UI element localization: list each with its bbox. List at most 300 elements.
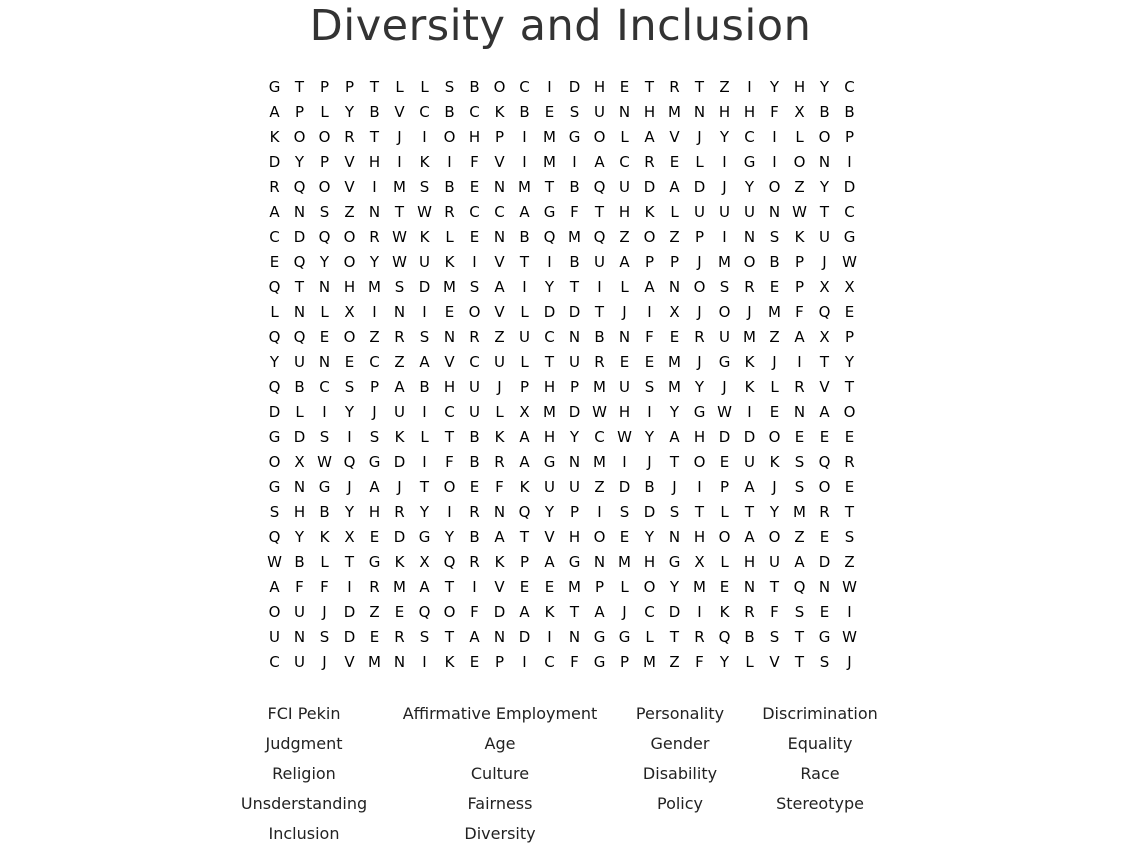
grid-letter: T	[644, 78, 655, 96]
grid-letter: H	[343, 278, 356, 296]
word-list-item: Age	[484, 734, 516, 753]
grid-letter: I	[347, 428, 352, 446]
grid-letter: E	[369, 528, 380, 546]
grid-letter: K	[444, 653, 455, 671]
grid-letter: V	[444, 353, 455, 371]
grid-letter: H	[643, 553, 656, 571]
grid-letter: N	[393, 303, 406, 321]
grid-letter: Q	[593, 178, 606, 196]
grid-letter: T	[294, 278, 305, 296]
grid-letter: P	[644, 253, 655, 271]
grid-letter: H	[368, 153, 381, 171]
grid-letter: B	[744, 628, 755, 646]
grid-letter: F	[770, 103, 779, 121]
grid-letter: I	[797, 353, 802, 371]
grid-letter: M	[718, 253, 731, 271]
grid-letter: R	[394, 503, 405, 521]
grid-letter: S	[319, 428, 330, 446]
grid-letter: T	[594, 303, 605, 321]
grid-letter: E	[819, 603, 830, 621]
grid-letter: Y	[294, 528, 305, 546]
grid-letter: J	[322, 603, 327, 621]
grid-letter: U	[469, 378, 480, 396]
grid-letter: U	[269, 628, 280, 646]
grid-letter: L	[720, 553, 729, 571]
grid-letter: D	[718, 428, 731, 446]
letter-grid	[262, 75, 862, 675]
grid-letter: O	[693, 278, 706, 296]
grid-letter: L	[420, 428, 429, 446]
grid-letter: P	[619, 653, 630, 671]
grid-letter: M	[518, 178, 531, 196]
grid-letter: O	[443, 128, 456, 146]
grid-letter: Z	[344, 203, 355, 221]
grid-letter: V	[344, 153, 355, 171]
grid-letter: Y	[769, 503, 780, 521]
grid-row	[262, 325, 862, 350]
grid-letter: H	[643, 103, 656, 121]
grid-letter: Y	[669, 578, 680, 596]
grid-letter: V	[494, 578, 505, 596]
grid-letter: W	[417, 203, 432, 221]
grid-letter: F	[645, 328, 654, 346]
grid-letter: O	[818, 478, 831, 496]
grid-letter: Y	[269, 353, 280, 371]
grid-letter: D	[393, 453, 406, 471]
grid-letter: D	[393, 528, 406, 546]
grid-letter: N	[443, 328, 456, 346]
grid-letter: N	[493, 628, 506, 646]
grid-letter: H	[618, 203, 631, 221]
grid-letter: E	[619, 353, 630, 371]
grid-letter: O	[293, 128, 306, 146]
grid-letter: Q	[268, 278, 281, 296]
grid-letter: H	[718, 103, 731, 121]
grid-letter: E	[469, 653, 480, 671]
grid-letter: O	[318, 178, 331, 196]
grid-letter: E	[344, 353, 355, 371]
grid-letter: X	[794, 103, 805, 121]
grid-letter: S	[794, 453, 805, 471]
grid-letter: P	[694, 228, 705, 246]
grid-letter: K	[394, 428, 405, 446]
grid-letter: A	[744, 528, 755, 546]
grid-letter: S	[719, 278, 730, 296]
grid-letter: S	[444, 78, 455, 96]
grid-letter: R	[469, 553, 480, 571]
grid-letter: D	[568, 78, 581, 96]
grid-letter: G	[593, 653, 606, 671]
grid-letter: K	[394, 553, 405, 571]
grid-letter: J	[372, 403, 377, 421]
grid-letter: K	[769, 453, 780, 471]
grid-letter: D	[643, 503, 656, 521]
grid-letter: L	[320, 553, 329, 571]
grid-letter: Z	[719, 78, 730, 96]
grid-letter: T	[844, 503, 855, 521]
grid-letter: T	[519, 253, 530, 271]
word-list-item: Race	[800, 764, 840, 783]
grid-letter: D	[268, 403, 281, 421]
grid-letter: A	[519, 453, 530, 471]
grid-letter: X	[844, 278, 855, 296]
grid-letter: Z	[669, 653, 680, 671]
grid-letter: Y	[694, 378, 705, 396]
grid-letter: R	[369, 228, 380, 246]
grid-letter: P	[844, 128, 855, 146]
grid-letter: N	[568, 628, 581, 646]
word-list-item: Policy	[656, 794, 704, 813]
grid-letter: R	[469, 328, 480, 346]
grid-letter: E	[444, 303, 455, 321]
grid-letter: O	[793, 153, 806, 171]
grid-letter: K	[494, 103, 505, 121]
grid-letter: M	[668, 378, 681, 396]
grid-letter: D	[293, 428, 306, 446]
grid-letter: O	[443, 478, 456, 496]
grid-letter: V	[344, 653, 355, 671]
grid-letter: Y	[319, 253, 330, 271]
grid-letter: H	[293, 503, 306, 521]
grid-letter: G	[543, 453, 556, 471]
grid-letter: T	[444, 578, 455, 596]
grid-letter: I	[522, 153, 527, 171]
grid-letter: J	[322, 653, 327, 671]
grid-letter: P	[794, 253, 805, 271]
grid-letter: U	[519, 328, 530, 346]
grid-letter: C	[419, 103, 430, 121]
grid-letter: M	[443, 278, 456, 296]
grid-letter: A	[644, 278, 655, 296]
grid-letter: F	[470, 153, 479, 171]
grid-letter: U	[294, 653, 305, 671]
grid-letter: I	[422, 653, 427, 671]
grid-letter: I	[772, 153, 777, 171]
grid-letter: G	[843, 228, 856, 246]
grid-letter: V	[669, 128, 680, 146]
grid-letter: K	[269, 128, 280, 146]
grid-letter: P	[369, 378, 380, 396]
grid-letter: O	[718, 303, 731, 321]
grid-letter: A	[544, 553, 555, 571]
grid-letter: N	[618, 103, 631, 121]
grid-letter: J	[697, 303, 702, 321]
grid-letter: O	[818, 128, 831, 146]
grid-letter: A	[519, 428, 530, 446]
grid-letter: G	[543, 203, 556, 221]
grid-letter: W	[392, 228, 407, 246]
grid-letter: G	[268, 78, 281, 96]
grid-letter: T	[669, 453, 680, 471]
grid-letter: O	[343, 228, 356, 246]
grid-letter: B	[569, 178, 580, 196]
grid-letter: P	[669, 253, 680, 271]
grid-letter: H	[543, 378, 556, 396]
grid-row	[262, 200, 862, 225]
grid-letter: B	[519, 228, 530, 246]
grid-letter: T	[544, 353, 555, 371]
grid-letter: K	[419, 228, 430, 246]
grid-letter: D	[343, 628, 356, 646]
grid-letter: C	[844, 78, 855, 96]
grid-letter: V	[819, 378, 830, 396]
grid-letter: M	[368, 278, 381, 296]
grid-letter: T	[569, 603, 580, 621]
grid-letter: E	[794, 428, 805, 446]
grid-row	[262, 600, 862, 625]
grid-letter: U	[569, 353, 580, 371]
grid-letter: C	[494, 203, 505, 221]
grid-letter: C	[469, 203, 480, 221]
grid-letter: Q	[518, 503, 531, 521]
grid-letter: I	[322, 403, 327, 421]
grid-letter: R	[669, 78, 680, 96]
grid-letter: C	[469, 103, 480, 121]
grid-letter: Q	[343, 453, 356, 471]
grid-letter: X	[519, 403, 530, 421]
grid-row	[262, 625, 862, 650]
grid-letter: I	[372, 178, 377, 196]
grid-letter: K	[644, 203, 655, 221]
grid-letter: B	[519, 103, 530, 121]
grid-letter: L	[270, 303, 279, 321]
grid-letter: Q	[268, 378, 281, 396]
grid-letter: M	[368, 653, 381, 671]
grid-row	[262, 250, 862, 275]
grid-letter: L	[720, 503, 729, 521]
grid-letter: U	[594, 253, 605, 271]
grid-letter: O	[318, 128, 331, 146]
word-list-item: Fairness	[467, 794, 533, 813]
grid-letter: F	[695, 653, 704, 671]
grid-letter: D	[843, 178, 856, 196]
grid-row	[262, 400, 862, 425]
grid-letter: S	[419, 178, 430, 196]
grid-letter: U	[594, 103, 605, 121]
grid-letter: G	[568, 553, 581, 571]
grid-letter: O	[268, 603, 281, 621]
grid-letter: T	[819, 353, 830, 371]
grid-letter: Y	[819, 178, 830, 196]
grid-letter: Q	[318, 228, 331, 246]
grid-letter: M	[393, 178, 406, 196]
grid-letter: I	[622, 453, 627, 471]
grid-row	[262, 450, 862, 475]
grid-letter: N	[318, 278, 331, 296]
grid-letter: N	[618, 328, 631, 346]
grid-letter: I	[647, 303, 652, 321]
grid-letter: S	[319, 628, 330, 646]
grid-letter: P	[519, 553, 530, 571]
grid-row	[262, 550, 862, 575]
grid-letter: L	[745, 653, 754, 671]
grid-row	[262, 425, 862, 450]
grid-letter: P	[794, 278, 805, 296]
grid-letter: I	[472, 578, 477, 596]
grid-letter: E	[719, 453, 730, 471]
word-list-item: Religion	[272, 764, 336, 783]
grid-letter: N	[743, 228, 756, 246]
grid-letter: W	[267, 553, 282, 571]
grid-letter: I	[597, 503, 602, 521]
grid-letter: I	[697, 603, 702, 621]
grid-letter: Q	[443, 553, 456, 571]
grid-letter: D	[568, 403, 581, 421]
grid-letter: Z	[769, 328, 780, 346]
grid-letter: L	[495, 403, 504, 421]
grid-letter: D	[293, 228, 306, 246]
grid-letter: F	[570, 203, 579, 221]
grid-letter: J	[722, 378, 727, 396]
grid-letter: Y	[644, 528, 655, 546]
grid-letter: P	[494, 128, 505, 146]
grid-letter: U	[619, 378, 630, 396]
grid-letter: O	[343, 253, 356, 271]
grid-letter: T	[769, 578, 780, 596]
grid-letter: N	[568, 328, 581, 346]
grid-letter: Z	[369, 603, 380, 621]
grid-letter: N	[818, 153, 831, 171]
grid-letter: M	[668, 353, 681, 371]
grid-letter: U	[294, 603, 305, 621]
grid-letter: H	[593, 78, 606, 96]
grid-letter: F	[495, 478, 504, 496]
grid-letter: L	[795, 128, 804, 146]
grid-letter: N	[818, 578, 831, 596]
grid-letter: T	[744, 503, 755, 521]
word-list-item: Inclusion	[268, 824, 340, 843]
grid-letter: B	[769, 253, 780, 271]
grid-letter: D	[518, 628, 531, 646]
grid-letter: D	[693, 178, 706, 196]
grid-letter: N	[668, 528, 681, 546]
grid-letter: Z	[494, 328, 505, 346]
grid-letter: H	[743, 553, 756, 571]
grid-letter: Q	[593, 228, 606, 246]
grid-letter: M	[793, 503, 806, 521]
grid-letter: F	[470, 603, 479, 621]
grid-letter: C	[544, 328, 555, 346]
grid-letter: P	[494, 653, 505, 671]
grid-letter: M	[543, 153, 556, 171]
grid-letter: P	[319, 78, 330, 96]
grid-letter: Z	[619, 228, 630, 246]
grid-letter: I	[722, 153, 727, 171]
grid-letter: M	[593, 378, 606, 396]
grid-letter: O	[443, 603, 456, 621]
grid-letter: J	[647, 453, 652, 471]
grid-letter: U	[719, 328, 730, 346]
grid-letter: E	[669, 153, 680, 171]
grid-letter: R	[594, 353, 605, 371]
grid-row	[262, 100, 862, 125]
grid-letter: C	[644, 603, 655, 621]
grid-letter: S	[794, 603, 805, 621]
grid-letter: A	[269, 103, 280, 121]
grid-letter: I	[572, 153, 577, 171]
grid-letter: W	[592, 403, 607, 421]
grid-letter: O	[343, 328, 356, 346]
grid-letter: Q	[268, 528, 281, 546]
grid-letter: Z	[669, 228, 680, 246]
grid-letter: A	[419, 578, 430, 596]
grid-letter: P	[569, 378, 580, 396]
grid-letter: K	[519, 478, 530, 496]
grid-letter: L	[520, 353, 529, 371]
grid-letter: I	[372, 303, 377, 321]
grid-letter: Z	[794, 178, 805, 196]
grid-letter: G	[418, 528, 431, 546]
grid-letter: N	[493, 178, 506, 196]
grid-letter: D	[418, 278, 431, 296]
grid-letter: T	[694, 503, 705, 521]
grid-letter: H	[468, 128, 481, 146]
grid-letter: Q	[293, 253, 306, 271]
grid-row	[262, 350, 862, 375]
grid-letter: G	[318, 478, 331, 496]
grid-letter: M	[643, 653, 656, 671]
grid-letter: P	[519, 378, 530, 396]
word-list-item: Judgment	[265, 734, 343, 753]
word-list-item: Discrimination	[762, 704, 878, 723]
grid-letter: G	[268, 478, 281, 496]
grid-letter: X	[694, 553, 705, 571]
grid-letter: L	[620, 128, 629, 146]
grid-letter: D	[343, 603, 356, 621]
grid-row	[262, 300, 862, 325]
grid-letter: M	[543, 403, 556, 421]
grid-letter: U	[419, 253, 430, 271]
grid-letter: R	[744, 278, 755, 296]
grid-letter: S	[619, 503, 630, 521]
grid-letter: F	[570, 653, 579, 671]
grid-letter: F	[320, 578, 329, 596]
word-list-item: Disability	[642, 764, 718, 783]
grid-letter: H	[443, 378, 456, 396]
grid-letter: M	[668, 103, 681, 121]
grid-letter: B	[419, 378, 430, 396]
grid-letter: D	[493, 603, 506, 621]
grid-letter: S	[419, 328, 430, 346]
grid-letter: R	[819, 503, 830, 521]
grid-letter: M	[568, 578, 581, 596]
grid-letter: Q	[293, 328, 306, 346]
grid-letter: K	[319, 528, 330, 546]
grid-letter: X	[344, 528, 355, 546]
grid-letter: M	[618, 553, 631, 571]
grid-letter: D	[618, 478, 631, 496]
grid-letter: D	[818, 553, 831, 571]
grid-letter: Y	[544, 503, 555, 521]
grid-letter: A	[269, 203, 280, 221]
grid-letter: I	[397, 153, 402, 171]
grid-letter: G	[743, 153, 756, 171]
grid-letter: H	[618, 403, 631, 421]
grid-letter: B	[469, 528, 480, 546]
word-list-item: Gender	[650, 734, 710, 753]
grid-letter: Q	[793, 578, 806, 596]
grid-letter: A	[794, 553, 805, 571]
grid-letter: N	[593, 553, 606, 571]
grid-letter: F	[770, 603, 779, 621]
grid-letter: R	[344, 128, 355, 146]
grid-letter: D	[568, 303, 581, 321]
grid-letter: A	[494, 528, 505, 546]
grid-letter: E	[844, 428, 855, 446]
grid-letter: M	[768, 303, 781, 321]
grid-letter: S	[769, 628, 780, 646]
grid-letter: A	[819, 403, 830, 421]
